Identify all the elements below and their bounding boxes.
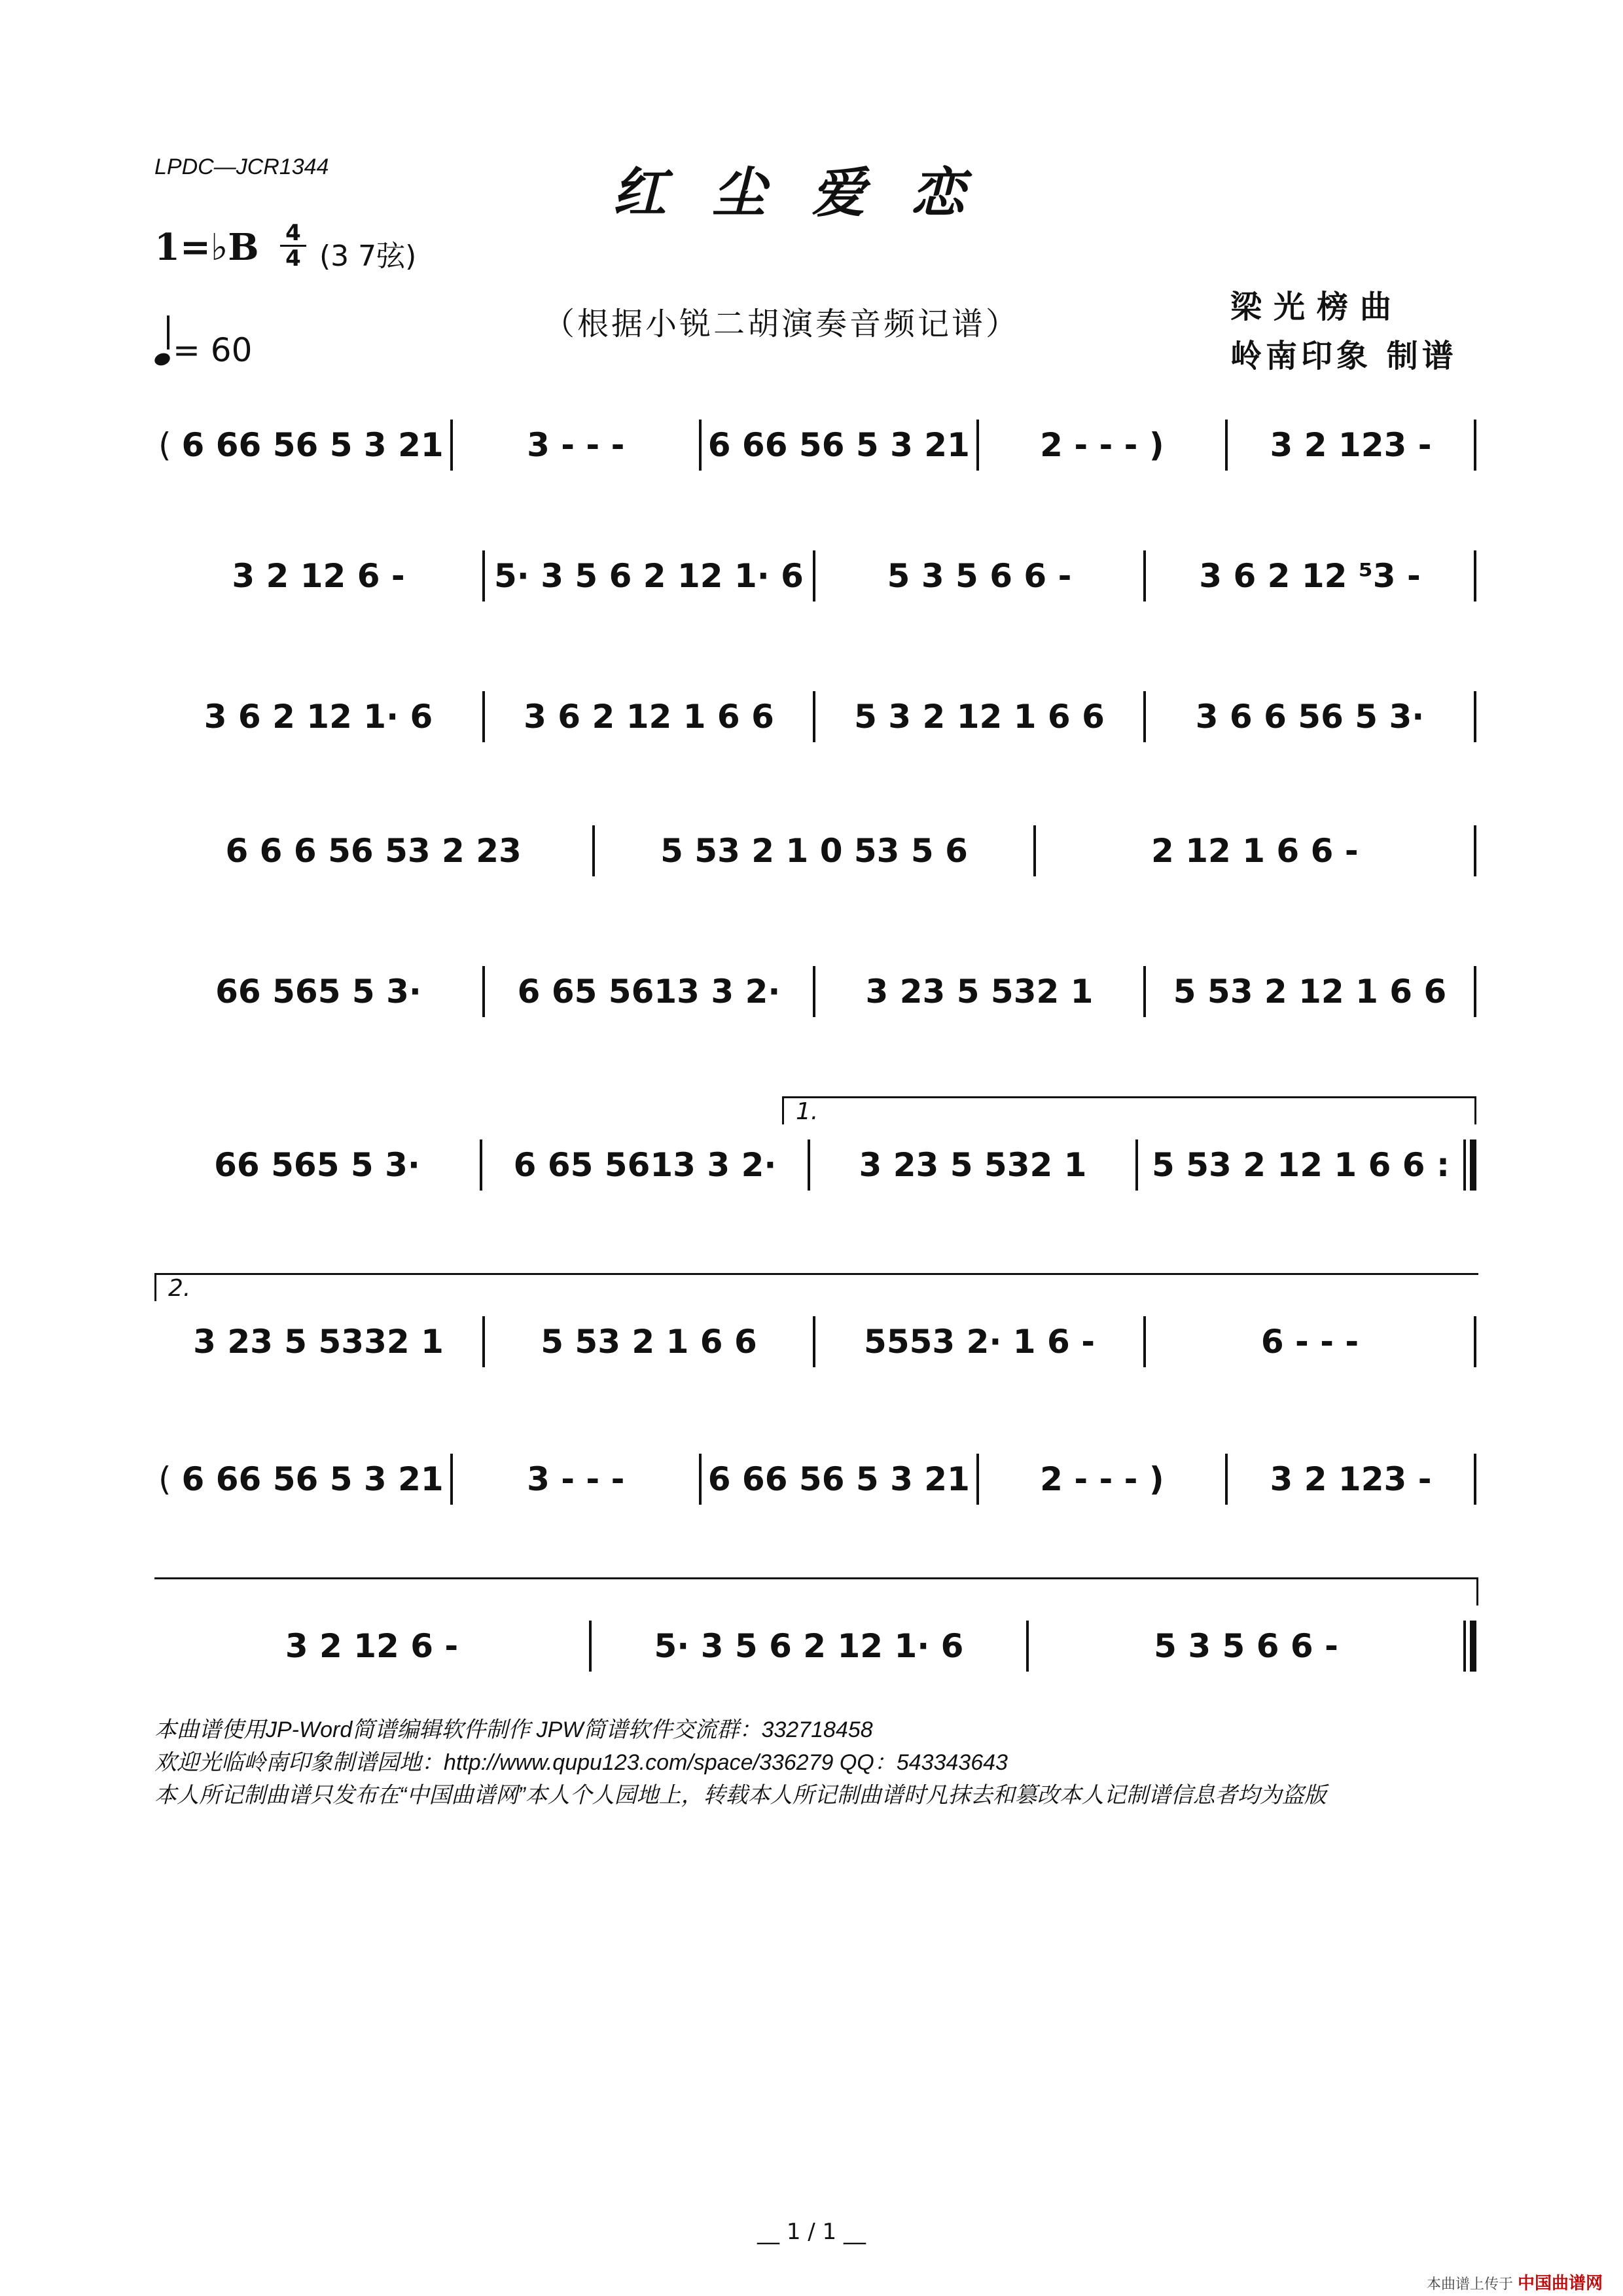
measure: 3 - - - (527, 1460, 625, 1498)
barline (1474, 1316, 1476, 1367)
measure: 5 53 2 1 0 53 5 6 (660, 832, 968, 870)
measure: 3 23 5 532 1 (865, 973, 1094, 1011)
measure: 3 6 2 12 1· 6 (204, 698, 433, 736)
staff-row (154, 1312, 1476, 1371)
footer-copyright: 本人所记制曲谱只发布在“中国曲谱网”本人个人园地上，转载本人所记制曲谱时凡抹去和篡改本人记制谱信息者均为盗版 (154, 1783, 1327, 1808)
staff-row (154, 1617, 1476, 1676)
measure: 6 6 6 56 53 2 23 (225, 832, 522, 870)
time-bottom: 4 (285, 245, 301, 272)
measure: 3 6 2 12 1 6 6 (524, 698, 774, 736)
measure: 5 3 5 6 6 - (1154, 1627, 1338, 1665)
measure: 2 12 1 6 6 - (1151, 832, 1359, 870)
measure: 6 66 56 5 3 21 (181, 426, 444, 464)
staff-row (154, 1450, 1476, 1509)
composer: 梁光榜曲 (1230, 289, 1404, 325)
tempo-marking (154, 327, 252, 369)
measure: 6 - - - (1260, 1323, 1359, 1361)
site-prefix: 本曲谱上传于 (1427, 2276, 1514, 2293)
barline (1463, 1621, 1466, 1672)
measure: 5 53 2 12 1 6 6 (1173, 973, 1447, 1011)
barline (1474, 691, 1476, 742)
site-name: 中国曲谱网 (1518, 2274, 1603, 2293)
measure: 3 6 2 12 ⁵3 - (1199, 557, 1421, 595)
staff-row (154, 1136, 1476, 1194)
subtitle: （根据小锐二胡演奏音频记谱） (543, 306, 1020, 342)
measure: 5 53 2 1 6 6 (541, 1323, 757, 1361)
time-top: 4 (285, 220, 301, 246)
barline (1474, 825, 1476, 876)
measure: 6 66 56 5 3 21 (707, 426, 970, 464)
page-number: __ 1 / 1 __ (757, 2219, 866, 2245)
measure: 3 23 5 532 1 (859, 1146, 1087, 1184)
measure: 5 3 2 12 1 6 6 (854, 698, 1105, 736)
page-title: 红尘爱恋 (613, 162, 1010, 224)
open-paren: ( (158, 426, 171, 464)
measure: 66 565 5 3· (214, 1146, 420, 1184)
measure: 3 23 5 5332 1 (193, 1323, 444, 1361)
open-paren: ( (158, 1460, 171, 1498)
tempo-value: = 60 (173, 331, 253, 369)
measure: 2 - - - ) (1040, 426, 1164, 464)
measure: 3 2 12 6 - (285, 1627, 459, 1665)
measure: 2 - - - ) (1040, 1460, 1164, 1498)
staff-row (154, 962, 1476, 1021)
measure: 3 2 123 - (1270, 1460, 1432, 1498)
final-barline (1470, 1621, 1476, 1672)
time-signature (280, 221, 306, 270)
measure: 6 66 56 5 3 21 (181, 1460, 444, 1498)
measure: 6 65 5613 3 2· (513, 1146, 777, 1184)
measure: 5 3 5 6 6 - (887, 557, 1072, 595)
note-stem (167, 315, 169, 350)
first-ending-bracket (782, 1096, 1476, 1124)
barline (1474, 420, 1476, 471)
measure: 5553 2· 1 6 - (864, 1323, 1095, 1361)
staff-row (154, 687, 1476, 746)
staff-row (154, 547, 1476, 605)
measure: 3 2 123 - (1270, 426, 1432, 464)
staff-row (154, 416, 1476, 475)
footer-software: 本曲谱使用JP-Word简谱编辑软件制作 JPW简谱软件交流群：332718458 (154, 1717, 873, 1742)
measure: 3 6 6 56 5 3· (1195, 698, 1425, 736)
second-ending-bracket (154, 1273, 1478, 1301)
barline (1474, 550, 1476, 601)
coda-bracket (154, 1577, 1478, 1605)
measure: 66 565 5 3· (215, 973, 421, 1011)
string-tuning: (3 7弦) (319, 240, 417, 273)
footer-site: 欢迎光临岭南印象制谱园地：http://www.qupu123.com/space/336279 QQ：543343643 (154, 1750, 1008, 1775)
measure: 3 2 12 6 - (232, 557, 405, 595)
repeat-end-barline (1470, 1139, 1476, 1191)
measure: 5 53 2 12 1 6 6 : (1152, 1146, 1450, 1184)
barline (1463, 1139, 1466, 1191)
barline (1474, 1454, 1476, 1505)
first-ending-label: 1. (796, 1098, 819, 1125)
measure: 5· 3 5 6 2 12 1· 6 (494, 557, 804, 595)
measure: 6 66 56 5 3 21 (707, 1460, 970, 1498)
second-ending-label: 2. (168, 1275, 191, 1302)
quarter-note-icon (153, 351, 172, 367)
measure: 6 65 5613 3 2· (517, 973, 781, 1011)
barline (1474, 966, 1476, 1017)
measure: 3 - - - (527, 426, 625, 464)
staff-row (154, 821, 1476, 880)
site-watermark (1427, 2270, 1603, 2294)
arranger: 岭南印象 制谱 (1230, 338, 1457, 374)
measure: 5· 3 5 6 2 12 1· 6 (654, 1627, 964, 1665)
key-signature: 1=♭B (154, 226, 259, 269)
score-code: LPDC—JCR1344 (154, 154, 329, 179)
